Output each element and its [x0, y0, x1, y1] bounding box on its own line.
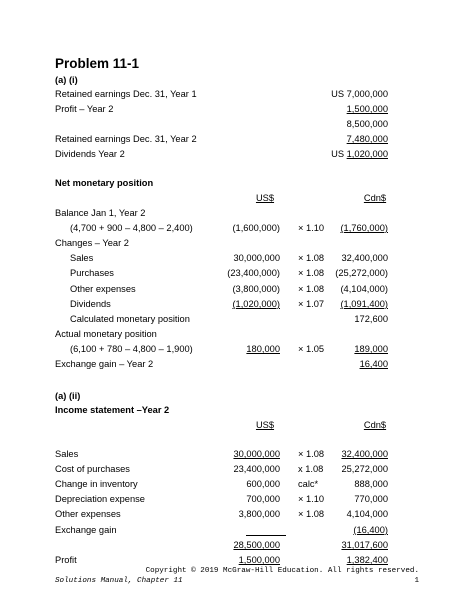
blank-underline: [246, 535, 286, 536]
is-row-cdn: 32,400,000: [341, 449, 388, 459]
nm-row-label: Changes – Year 2: [55, 238, 129, 248]
is-row-cdn: 888,000: [354, 479, 388, 489]
is-row-cdn: 1,382,400: [346, 555, 388, 565]
nm-row-cdn: (4,104,000): [340, 284, 388, 294]
nm-row-rate: × 1.08: [298, 284, 325, 294]
nm-row-rate: × 1.08: [298, 268, 325, 278]
nm-row-us: (23,400,000): [227, 268, 280, 278]
section-a-ii-heading: (a) (ii): [55, 391, 81, 401]
nm-row-cdn: (1,091,400): [340, 299, 388, 309]
ai-row-value: [331, 149, 388, 160]
is-row-cdn: (16,400): [353, 525, 388, 535]
nm-row-label: Sales: [70, 253, 94, 263]
ai-row-label: Retained earnings Dec. 31, Year 2: [55, 134, 197, 144]
nm-row-label: Purchases: [70, 268, 114, 278]
is-row-cdn: 25,272,000: [341, 464, 388, 474]
ai-row-value: 7,480,000: [346, 134, 388, 144]
is-row-cdn: 31,017,600: [341, 540, 388, 550]
is-row-us: 700,000: [246, 494, 280, 504]
nm-row-cdn: 16,400: [359, 359, 388, 369]
is-row-label: Change in inventory: [55, 479, 138, 489]
problem-title: Problem 11-1: [55, 56, 140, 71]
is-row-us: 1,500,000: [238, 555, 280, 565]
is-row-us: 3,800,000: [238, 509, 280, 519]
is-row-us: 23,400,000: [233, 464, 280, 474]
is-row-label: Profit: [55, 555, 77, 565]
nm-row-us: 30,000,000: [233, 253, 280, 263]
is-row-label: Depreciation expense: [55, 494, 145, 504]
copyright-notice: Copyright © 2019 McGraw-Hill Education. All rights reserved.: [145, 567, 419, 575]
is-row-rate: calc*: [298, 479, 319, 489]
is-row-us: 600,000: [246, 479, 280, 489]
nm-row-rate: × 1.10: [298, 223, 325, 233]
section-a-i-heading: (a) (i): [55, 75, 78, 85]
is-row-cdn: 4,104,000: [346, 509, 388, 519]
is-row-label: Other expenses: [55, 509, 121, 519]
is-row-label: Sales: [55, 449, 79, 459]
col-header-us: US$: [255, 193, 275, 203]
nm-row-label: Balance Jan 1, Year 2: [55, 208, 146, 218]
nm-row-label: Dividends: [70, 299, 111, 309]
nm-row-label: (4,700 + 900 – 4,800 – 2,400): [70, 223, 193, 233]
nm-row-rate: × 1.05: [298, 344, 325, 354]
nm-row-cdn: 32,400,000: [341, 253, 388, 263]
currency-prefix: US: [331, 149, 347, 159]
is-row-rate: × 1.10: [298, 494, 325, 504]
nm-row-us: (3,800,000): [232, 284, 280, 294]
is-row-rate: × 1.08: [298, 449, 325, 459]
is-row-label: Cost of purchases: [55, 464, 130, 474]
is-row-rate: × 1.08: [298, 509, 325, 519]
net-monetary-heading: Net monetary position: [55, 178, 154, 188]
page-number: 1: [414, 577, 419, 585]
nm-row-label: Exchange gain – Year 2: [55, 359, 154, 369]
ai-row-value: 1,500,000: [346, 104, 388, 114]
is-row-us: 30,000,000: [233, 449, 280, 459]
income-statement-heading: Income statement –Year 2: [55, 405, 170, 415]
nm-row-cdn: 172,600: [354, 314, 388, 324]
nm-row-label: Actual monetary position: [55, 329, 157, 339]
ai-row-label: Profit – Year 2: [55, 104, 114, 114]
ai-row-label: Retained earnings Dec. 31, Year 1: [55, 89, 197, 99]
nm-row-cdn: (25,272,000): [335, 268, 388, 278]
col-header-cdn: Cdn$: [363, 420, 387, 430]
is-row-cdn: 770,000: [354, 494, 388, 504]
nm-row-us: (1,600,000): [232, 223, 280, 233]
col-header-cdn: Cdn$: [363, 193, 387, 203]
dividends-value: 1,020,000: [346, 149, 388, 159]
col-header-us: US$: [255, 420, 275, 430]
nm-row-label: Other expenses: [70, 284, 136, 294]
nm-row-cdn: (1,760,000): [340, 223, 388, 233]
manual-chapter: Solutions Manual, Chapter 11: [55, 577, 183, 585]
ai-row-value: US 7,000,000: [331, 89, 388, 99]
is-row-rate: x 1.08: [298, 464, 324, 474]
ai-row-value: 8,500,000: [346, 119, 388, 129]
nm-row-rate: × 1.08: [298, 253, 325, 263]
nm-row-us: (1,020,000): [232, 299, 280, 309]
nm-row-us: 180,000: [246, 344, 280, 354]
nm-row-label: Calculated monetary position: [70, 314, 190, 324]
is-row-us: 28,500,000: [233, 540, 280, 550]
is-row-label: Exchange gain: [55, 525, 117, 535]
nm-row-rate: × 1.07: [298, 299, 325, 309]
nm-row-label: (6,100 + 780 – 4,800 – 1,900): [70, 344, 193, 354]
ai-row-label: Dividends Year 2: [55, 149, 125, 159]
nm-row-cdn: 189,000: [354, 344, 388, 354]
